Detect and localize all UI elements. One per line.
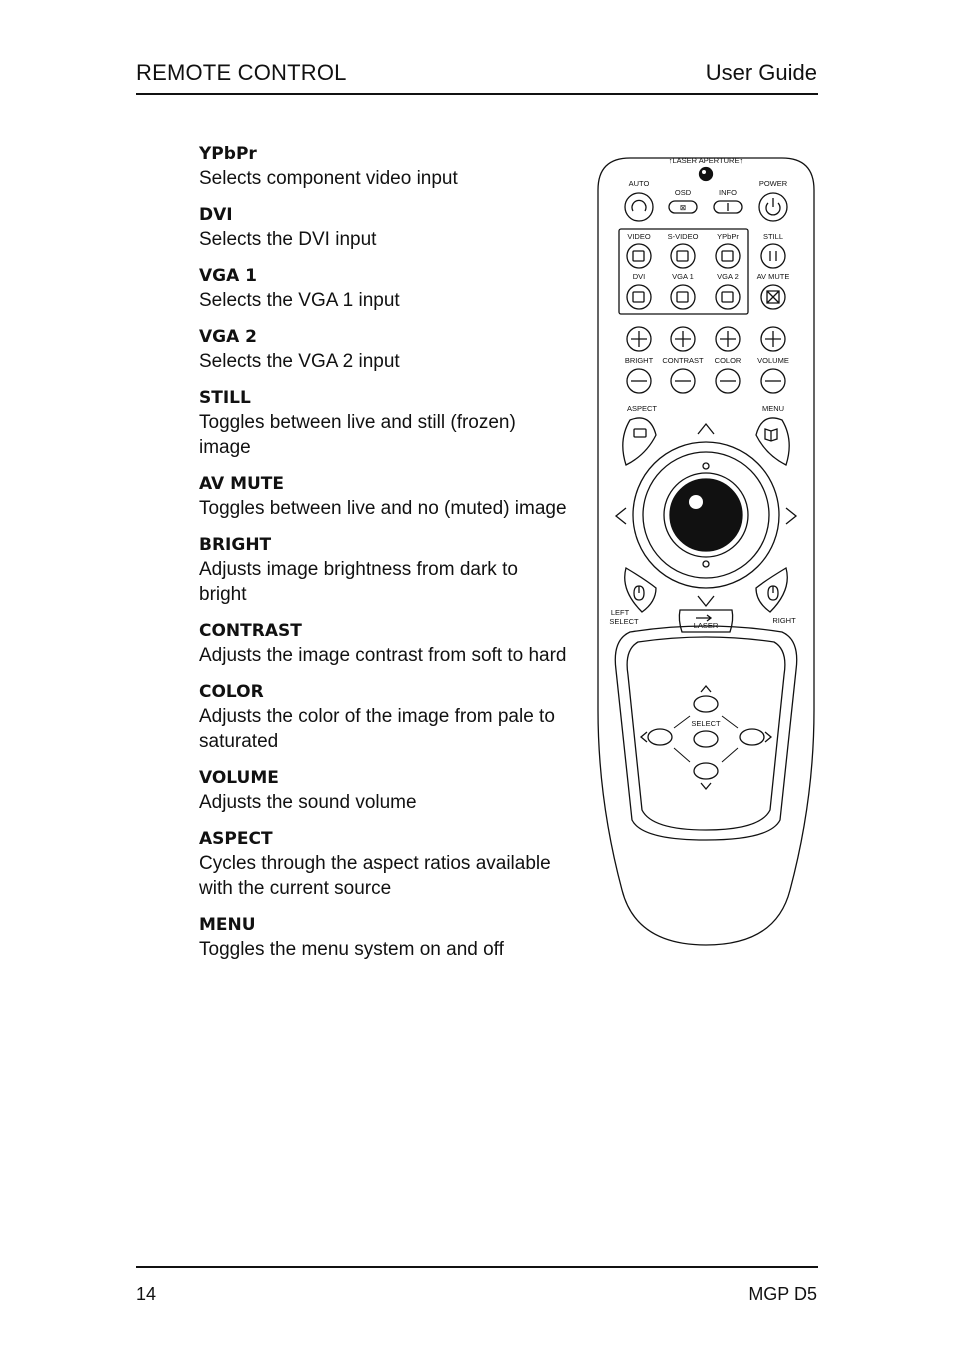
definition-still bbox=[199, 386, 569, 460]
pause-icon bbox=[770, 251, 776, 261]
description: Toggles the menu system on and off bbox=[199, 939, 504, 960]
mute-icon bbox=[767, 291, 779, 303]
label-vga2: VGA 2 bbox=[717, 272, 739, 281]
model-name: MGP D5 bbox=[748, 1284, 817, 1304]
term: AV MUTE bbox=[199, 474, 285, 494]
input-icon bbox=[677, 292, 688, 302]
label-left-select: SELECT bbox=[609, 617, 639, 626]
label-color: COLOR bbox=[714, 356, 742, 365]
trackball-highlight bbox=[689, 495, 703, 509]
pad-right-button[interactable] bbox=[740, 729, 764, 745]
ring-dot-bottom bbox=[703, 561, 709, 567]
label-right: RIGHT bbox=[772, 616, 796, 625]
auto-icon bbox=[632, 200, 646, 211]
label-aspect: ASPECT bbox=[626, 404, 658, 413]
description: Adjusts the sound volume bbox=[199, 792, 417, 813]
label-left: LEFT bbox=[610, 608, 630, 617]
definition-contrast bbox=[199, 619, 569, 668]
pad-right-arrow bbox=[765, 732, 771, 742]
definition-dvi bbox=[199, 203, 569, 252]
vga2-button[interactable] bbox=[716, 285, 740, 309]
up-arrow bbox=[698, 424, 714, 434]
definition-aspect bbox=[199, 827, 569, 901]
term: STILL bbox=[199, 388, 251, 408]
term: DVI bbox=[199, 205, 233, 225]
mouse-icon bbox=[634, 586, 644, 600]
definition-volume bbox=[199, 766, 569, 815]
pad-left-arrow bbox=[641, 732, 647, 742]
pad-select-button[interactable] bbox=[694, 731, 718, 747]
term: ASPECT bbox=[199, 829, 273, 849]
minus-row bbox=[627, 369, 785, 393]
term: MENU bbox=[199, 915, 256, 935]
label-info: INFO bbox=[719, 188, 737, 197]
description: Toggles between live and no (muted) image bbox=[199, 498, 567, 519]
right-arrow bbox=[786, 508, 796, 524]
still-button[interactable] bbox=[761, 244, 785, 268]
definition-ypbpr bbox=[199, 142, 569, 191]
header-rule bbox=[136, 93, 818, 95]
description: Selects the DVI input bbox=[199, 229, 377, 250]
definition-list bbox=[199, 142, 569, 974]
down-arrow bbox=[698, 596, 714, 606]
label-laser-aperture: ↑LASER APERTURE↑ bbox=[668, 156, 744, 165]
plus-icon bbox=[720, 331, 736, 347]
pad-down-button[interactable] bbox=[694, 763, 718, 779]
label-laser: LASER bbox=[693, 621, 719, 630]
pad-up-button[interactable] bbox=[694, 696, 718, 712]
power-icon bbox=[766, 198, 780, 215]
ypbpr-button[interactable] bbox=[716, 244, 740, 268]
definition-vga2 bbox=[199, 325, 569, 374]
description: Adjusts the image contrast from soft to hard bbox=[199, 645, 567, 666]
label-select: SELECT bbox=[691, 719, 721, 728]
definition-menu bbox=[199, 913, 569, 962]
pad-up-arrow bbox=[701, 686, 711, 692]
vga1-button[interactable] bbox=[671, 285, 695, 309]
video-button[interactable] bbox=[627, 244, 651, 268]
lower-pad-inner bbox=[627, 637, 785, 830]
laser-aperture-highlight bbox=[702, 170, 706, 174]
description: Adjusts image brightness from dark to bright bbox=[199, 559, 518, 605]
label-osd: OSD bbox=[674, 188, 692, 197]
aspect-button[interactable] bbox=[623, 418, 656, 465]
plus-icon bbox=[631, 331, 647, 347]
menu-button[interactable] bbox=[756, 418, 789, 465]
definition-color bbox=[199, 680, 569, 754]
label-menu: MENU bbox=[761, 404, 785, 413]
footer-rule bbox=[136, 1266, 818, 1268]
label-video: VIDEO bbox=[627, 232, 651, 241]
label-dvi: DVI bbox=[632, 272, 646, 281]
laser-aperture-lens bbox=[700, 168, 713, 181]
right-select-button[interactable] bbox=[756, 568, 787, 612]
menu-icon bbox=[765, 429, 777, 441]
lower-pad-outer bbox=[615, 626, 796, 840]
description: Toggles between live and still (frozen) image bbox=[199, 412, 516, 458]
label-auto: AUTO bbox=[628, 179, 650, 188]
term: VGA 1 bbox=[199, 266, 258, 286]
left-arrow bbox=[616, 508, 626, 524]
term: VGA 2 bbox=[199, 327, 258, 347]
term: BRIGHT bbox=[199, 535, 272, 555]
label-volume: VOLUME bbox=[757, 356, 789, 365]
label-contrast: CONTRAST bbox=[662, 356, 704, 365]
definition-vga1 bbox=[199, 264, 569, 313]
definition-bright bbox=[199, 533, 569, 607]
plus-row bbox=[627, 327, 785, 351]
ring-dot-top bbox=[703, 463, 709, 469]
label-still: STILL bbox=[762, 232, 784, 241]
guide-title: User Guide bbox=[705, 60, 817, 85]
label-svideo: S-VIDEO bbox=[667, 232, 699, 241]
left-select-button[interactable] bbox=[625, 568, 656, 612]
label-power: POWER bbox=[758, 179, 788, 188]
term: VOLUME bbox=[199, 768, 279, 788]
label-ypbpr: YPbPr bbox=[717, 232, 739, 241]
page-number: 14 bbox=[136, 1284, 157, 1304]
pad-left-button[interactable] bbox=[648, 729, 672, 745]
label-av-mute: AV MUTE bbox=[756, 272, 790, 281]
plus-icon bbox=[675, 331, 691, 347]
term: CONTRAST bbox=[199, 621, 302, 641]
section-title: REMOTE CONTROL bbox=[136, 60, 347, 85]
term: COLOR bbox=[199, 682, 264, 702]
input-icon bbox=[633, 292, 644, 302]
pad-down-arrow bbox=[701, 783, 711, 789]
description: Cycles through the aspect ratios available with the current source bbox=[199, 853, 551, 899]
input-icon bbox=[722, 292, 733, 302]
description: Selects component video input bbox=[199, 168, 458, 189]
svideo-button[interactable] bbox=[671, 244, 695, 268]
label-vga1: VGA 1 bbox=[672, 272, 694, 281]
auto-button[interactable] bbox=[625, 193, 653, 221]
description: Selects the VGA 2 input bbox=[199, 351, 400, 372]
description: Adjusts the color of the image from pale to saturated bbox=[199, 706, 555, 752]
remote-control-illustration bbox=[590, 150, 822, 950]
trackball[interactable] bbox=[670, 479, 742, 551]
input-icon bbox=[633, 251, 644, 261]
osd-icon: ⊠ bbox=[679, 203, 687, 212]
description: Selects the VGA 1 input bbox=[199, 290, 400, 311]
label-bright: BRIGHT bbox=[624, 356, 654, 365]
input-icon bbox=[677, 251, 688, 261]
dvi-button[interactable] bbox=[627, 285, 651, 309]
input-icon bbox=[722, 251, 733, 261]
term: YPbPr bbox=[199, 144, 257, 164]
aspect-icon bbox=[634, 429, 646, 437]
plus-icon bbox=[765, 331, 781, 347]
mouse-icon bbox=[768, 586, 778, 600]
definition-av-mute bbox=[199, 472, 569, 521]
